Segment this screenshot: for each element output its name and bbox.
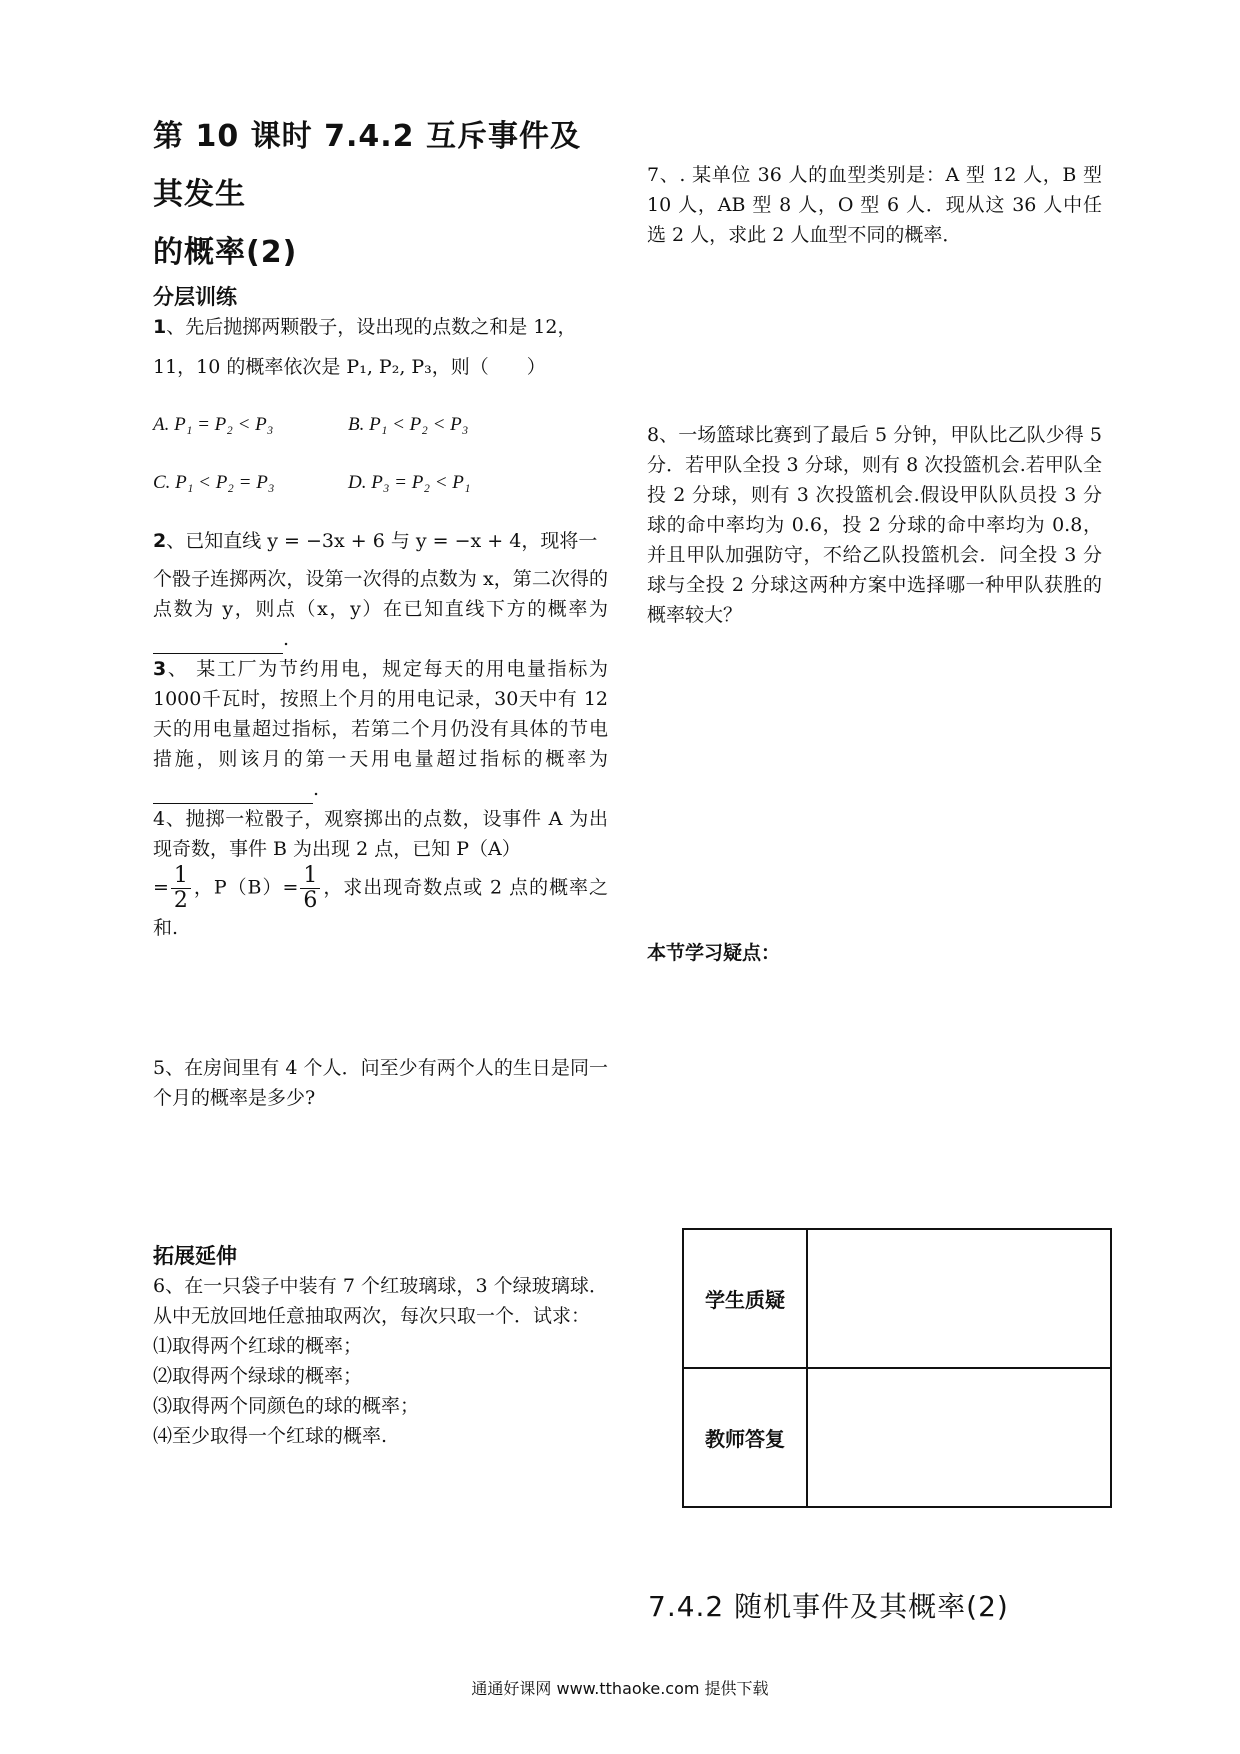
question-8: 8、一场篮球比赛到了最后 5 分钟，甲队比乙队少得 5 分．若甲队全投 3 分球，则有 8 次投篮机会.若甲队全投 2 分球，则有 3 次投篮机会.假设甲队队员投 3 分球的命中率均为 0.6，投 2 分球的命中率均为 0.8，并且甲队加强防守，不给乙队投篮机会．问全投 3 分球与全投 2 分球这两种方案中选择哪一种甲队获胜的概率较大？	[647, 424, 1102, 626]
student-question-cell[interactable]	[807, 1229, 1111, 1368]
page-title-line1: 第 10 课时 7.4.2 互斥事件及其发生	[153, 119, 581, 212]
right-column	[647, 160, 1102, 968]
question-6-text: 6、在一只袋子中装有 7 个红玻璃球，3 个绿玻璃球．从中无放回地任意抽取两次，每次只取一个．试求：	[153, 1275, 608, 1327]
table-row	[683, 1229, 1111, 1368]
question-6	[153, 1271, 608, 1451]
question-2-number: 2	[153, 530, 167, 552]
choice-a: A. P₁ = P₂ < P₃	[153, 414, 274, 435]
question-2	[153, 526, 608, 654]
question-4	[153, 804, 608, 943]
choice-d: D. P₃ = P₂ < P₁	[348, 472, 471, 493]
teacher-reply-cell[interactable]	[807, 1368, 1111, 1507]
question-6-sub2: ⑵取得两个绿球的概率；	[153, 1365, 363, 1387]
question-5: 5、在房间里有 4 个人．问至少有两个人的生日是同一个月的概率是多少?	[153, 1057, 608, 1109]
left-column	[153, 108, 608, 1451]
question-2-text-b: 个骰子连掷两次，设第一次得的点数为 x，第二次得的点数为 y，则点（x，y）在已知直线下方的概率为	[153, 568, 608, 620]
teacher-reply-label: 教师答复	[683, 1368, 807, 1507]
question-2-text-a: 、已知直线 y = −3x + 6 与 y = −x + 4，现将一	[166, 530, 598, 552]
student-question-label: 学生质疑	[683, 1229, 807, 1368]
answer-blank[interactable]	[153, 631, 283, 654]
question-4-body	[153, 804, 608, 943]
question-2-tail: .	[283, 628, 290, 650]
question-6-sub4: ⑷至少取得一个红球的概率.	[153, 1425, 388, 1447]
question-1-text-a: 、先后抛掷两颗骰子，设出现的点数之和是 12，	[166, 316, 577, 338]
question-4-text-b: ，求出现奇数点或 2 点的概率之和.	[153, 876, 608, 939]
question-4-mid: ，P（B）=	[192, 876, 299, 899]
page-title-line2: 的概率(2)	[153, 235, 298, 270]
doubts-heading: 本节学习疑点：	[647, 942, 781, 964]
question-3-tail: .	[313, 778, 320, 800]
bottom-title: 7.4.2 随机事件及其概率(2)	[648, 1590, 1009, 1623]
choice-c: C. P₁ < P₂ = P₃	[153, 472, 275, 493]
answer-blank[interactable]	[153, 781, 313, 804]
question-3-body	[153, 654, 608, 804]
fraction-one-half: $\frac{1}{2}$	[171, 864, 191, 913]
fraction-one-sixth: $\frac{1}{6}$	[300, 864, 320, 913]
question-4-eq1: =	[153, 876, 169, 899]
question-1-line1	[153, 312, 608, 342]
question-4-text-a: 4、抛掷一粒骰子，观察掷出的点数，设事件 A 为出现奇数，事件 B 为出现 2 点，已知 P（A）	[153, 808, 608, 860]
section-heading-extension: 拓展延伸	[153, 1244, 237, 1268]
question-2-line1	[153, 526, 608, 556]
question-6-sub1: ⑴取得两个红球的概率；	[153, 1335, 363, 1357]
question-1-choices-row2	[153, 468, 608, 498]
question-6-sub3: ⑶取得两个同颜色的球的概率；	[153, 1395, 420, 1417]
question-1	[153, 312, 608, 498]
qa-table	[682, 1228, 1112, 1508]
section-heading-training: 分层训练	[153, 285, 237, 309]
footer: 通通好课网 www.tthaoke.com 提供下载	[471, 1679, 769, 1698]
question-1-text-b: 11，10 的概率依次是 P₁, P₂, P₃，则（ ）	[153, 356, 546, 378]
question-2-body	[153, 564, 608, 654]
question-3-number: 3	[153, 658, 167, 680]
question-7: 7、. 某单位 36 人的血型类别是：A 型 12 人，B 型 10 人，AB 型 8 人，O 型 6 人．现从这 36 人中任选 2 人，求此 2 人血型不同的概率．	[647, 164, 1102, 246]
question-1-choices-row1	[153, 410, 608, 440]
choice-b: B. P₁ < P₂ < P₃	[348, 414, 469, 435]
table-row	[683, 1368, 1111, 1507]
question-1-number: 1	[153, 316, 167, 338]
question-3-text: 、 某工厂为节约用电，规定每天的用电量指标为1000千瓦时，按照上个月的用电记录，30天中有 12 天的用电量超过指标，若第二个月仍没有具体的节电措施，则该月的第一天用电量超过指标的概率为	[153, 658, 608, 770]
question-3	[153, 654, 608, 804]
